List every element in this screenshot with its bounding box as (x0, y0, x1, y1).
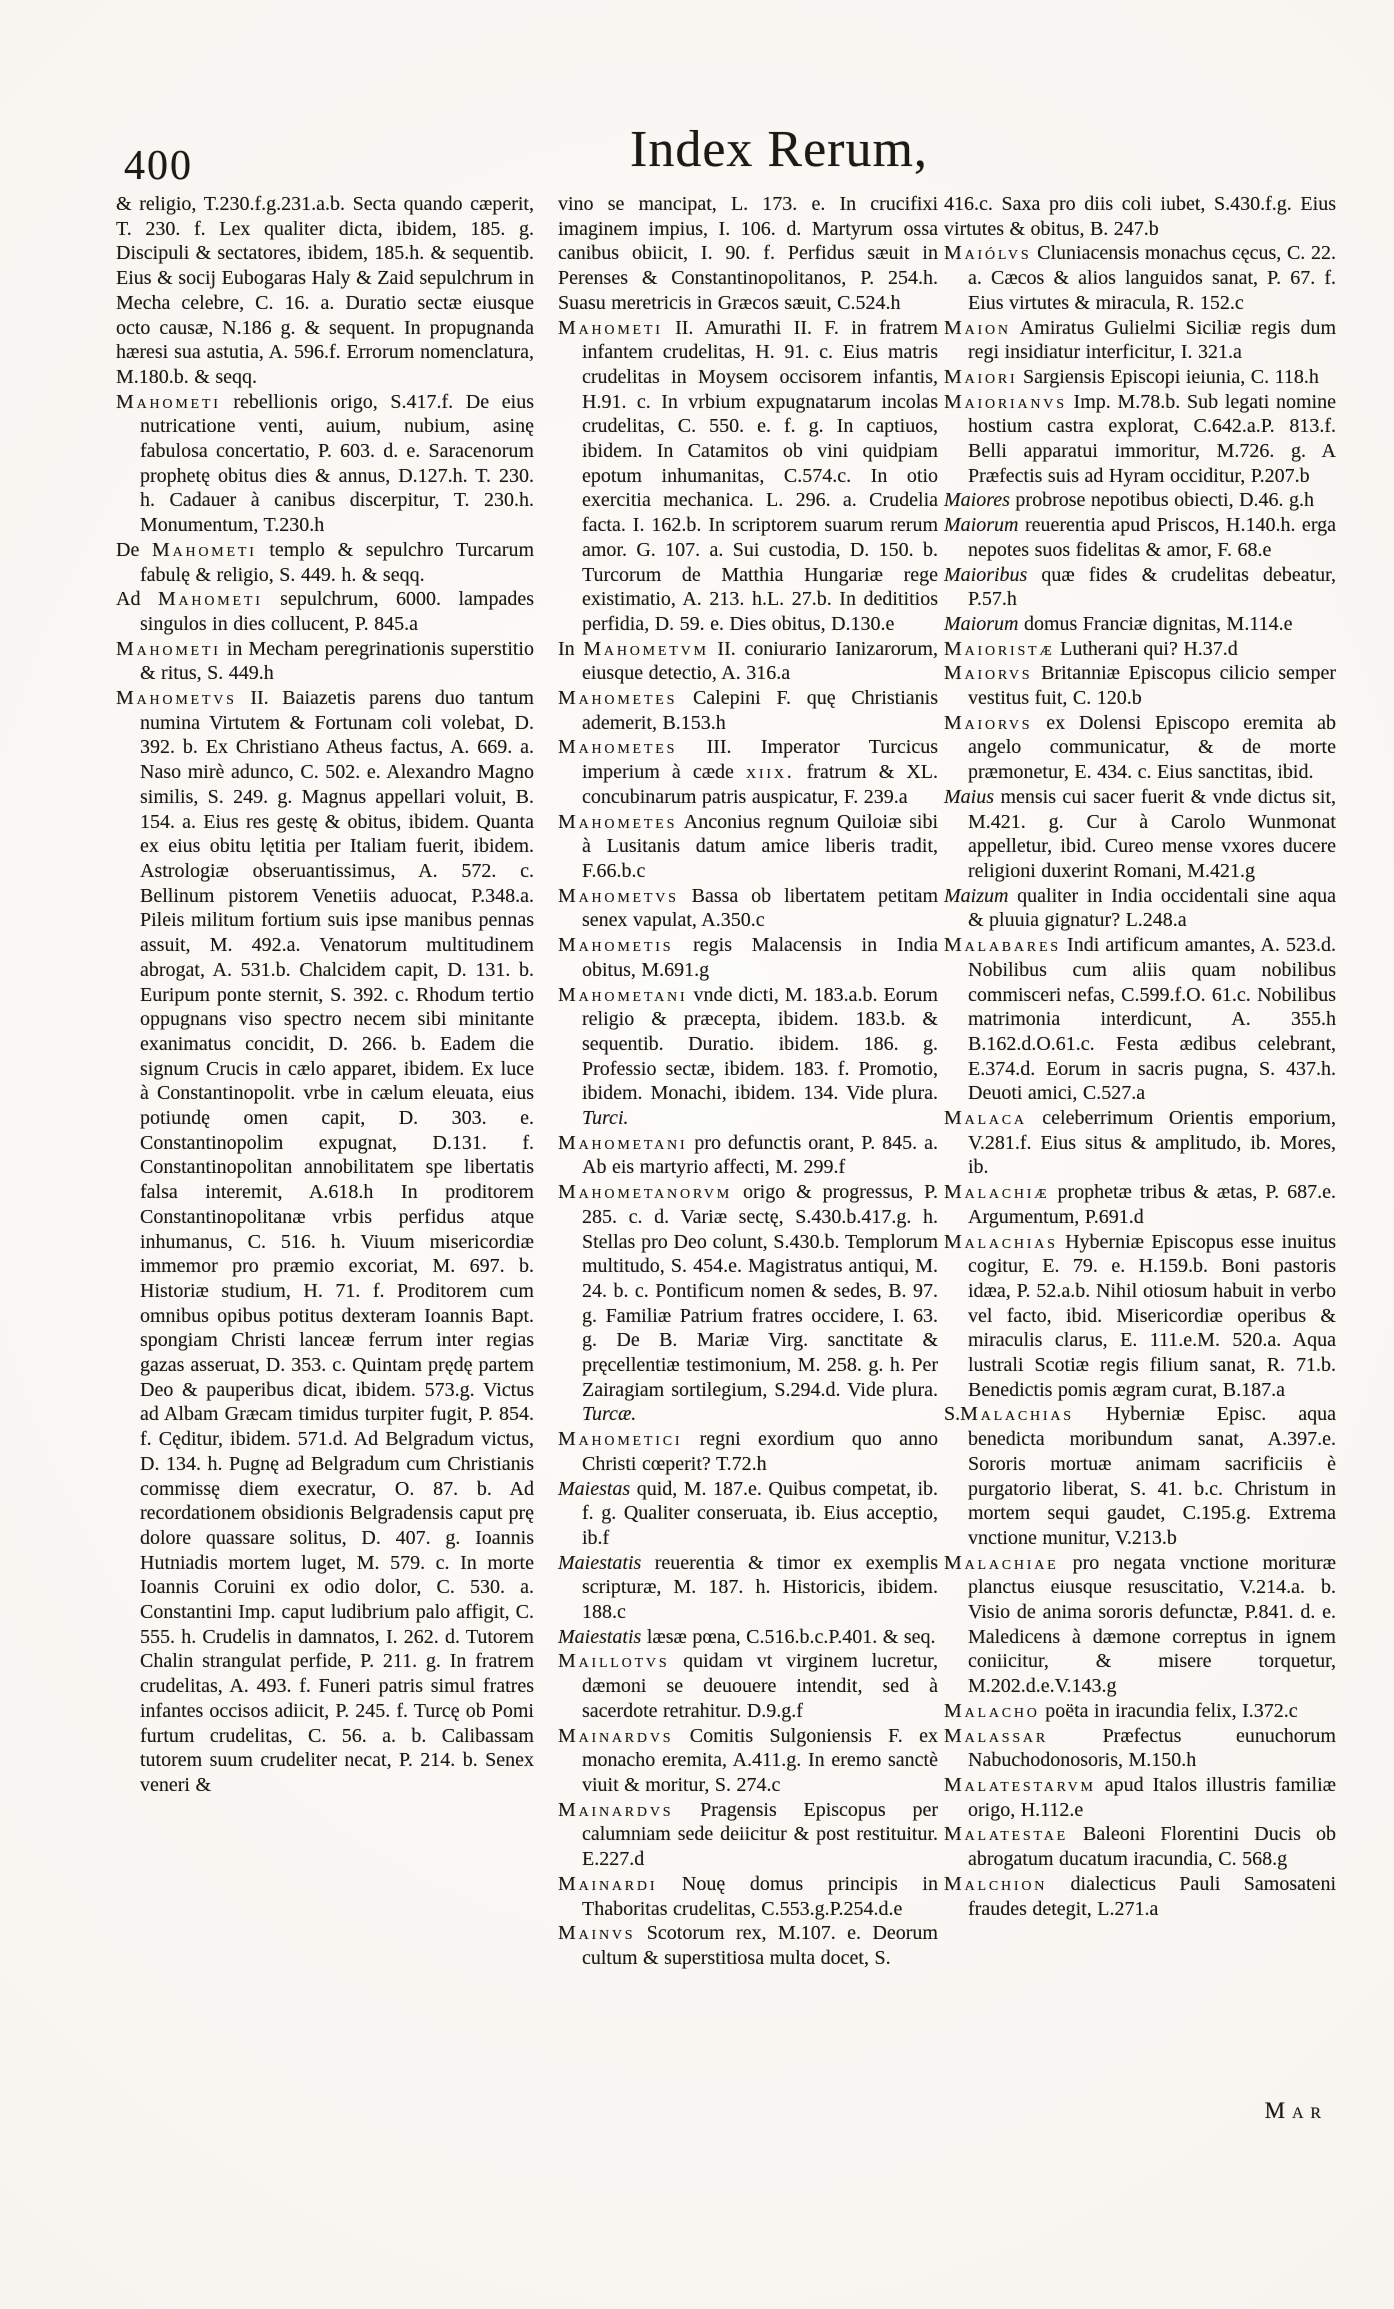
index-entry (558, 1649, 938, 1723)
entry-text: dialecticus Pauli Samosateni fraudes detegit, L.271.a (968, 1872, 1336, 1920)
index-entry (944, 192, 1336, 241)
entry-headword: Malachiæ (944, 1181, 1050, 1204)
index-entry (116, 686, 534, 1798)
index-column-right (944, 192, 1336, 1921)
entry-headword: Malacho (944, 1699, 1040, 1722)
entry-text: Baleoni Florentini Ducis ob abrogatum ducatum iracundia, C. 568.g (968, 1823, 1336, 1871)
index-entry (558, 1798, 938, 1872)
entry-text: pro defunctis orant, P. 845. a. Ab eis martyrio affecti, M. 299.f (582, 1131, 938, 1179)
index-entry (558, 686, 938, 735)
entry-headword: Mahometani (558, 1131, 688, 1154)
entry-text: II. Baiazetis parens duo tantum numina Virtutem & Fortunam coli volebat, D. 392. b. Ex Christiano Atheus factus, A. 669. a. Naso mirè adunco, C. 502. e. Alexandro Magno similis, S. 249. g. Magnus appellari voluit, B. 154. a. Eius res gestę & obitus, ibidem. Quanta ex eius obitu lętitia per Italiam fuerit, ibidem. Astrologiæ obseruantissimus, A. 572. c. Bellinum pistorem Venetiis aduocat, P.348.a. Pileis militum fortium suis ipse manibus pennas assuit, M. 492.a. Venatorum multitudinem abrogat, A. 531.b. Chalcidem capit, D. 131. b. Euripum ponte sternit, S. 392. c. Rhodum tertio oppugnans viso spectro necem sibi minitante exanimatus concidit, D. 266. b. Eadem die signum Crucis in cælo apparet, ibidem. Ex luce à Constantinopolit. vrbe in cælum eleuata, eius potiundę omen capit, D. 303. e. Constantinopolim expugnat, D.131. f. Constantinopolitan annobilitatem spe libertatis falsa interemit, A.618.h In proditorem Constantinopolitanæ vrbis perfidus atque inhumanus, C. 516. h. Viuum misericordiæ immemor pro præmio excoriat, M. 697. b. Historiæ studium, H. 71. f. Proditorem cum omnibus opibus potitus dexteram Ioannis Bapt. spongiam Christi lanceæ ferrum inter regias gazas asseruat, D. 353. c. Quintam prędę partem Deo & pauperibus dicat, ibidem. 573.g. Victus ad Albam Græcam timidus turpiter fugit, P. 854. f. Cęditur, ibidem. 571.d. Ad Belgradum victus, D. 134. h. Pugnę ad Belgradum cum Christianis commissę diem execratur, O. 87. b. Ad recordationem obsidionis Belgradensis caput prę dolore quassare solitus, D. 407. g. Ioannis Hutniadis mortem luget, M. 579. c. In morte Ioannis Coruini ex odio dolor, C. 530. a. Constantini Imp. caput ludibrium palo affigit, C. 555. h. Crudelis in damnatos, I. 262. d. Tutorem Chalin strangulat perfide, P. 211. g. In fratrem crudelitas, A. 493. f. Funeri patris simul fratres infantes occisos adiicit, P. 245. f. Turcę ob Pomi furtum crudelitas, C. 56. a. b. Calibassam tutorem suum crudeliter necat, P. 214. b. Senex veneri & (140, 687, 534, 1796)
index-entry (944, 1551, 1336, 1699)
entry-text: Sargiensis Episcopi ieiunia, C. 118.h (1017, 365, 1319, 388)
entry-text: De (116, 538, 152, 561)
entry-headword: Maion (944, 316, 1011, 339)
index-entry (944, 488, 1336, 513)
entry-headword: Mahometici (558, 1428, 683, 1451)
page-number: 400 (124, 143, 193, 189)
entry-text: Ad (116, 588, 158, 611)
entry-italic-lead: Maius (944, 785, 994, 808)
entry-text: Imp. M.78.b. Sub legati nomine hostium castra explorat, C.642.a.P. 813.f. Belli apparatui immoritur, M.726. g. A Præfectis suis ad Hyram occiditur, P.207.b (968, 390, 1336, 487)
entry-headword: xiix. (746, 761, 795, 784)
entry-text: læsæ pœna, C.516.b.c.P.401. & seq. (641, 1625, 936, 1648)
entry-text: domus Franciæ dignitas, M.114.e (1018, 612, 1293, 635)
entry-text: quæ fides & crudelitas debeatur, P.57.h (968, 563, 1336, 611)
entry-headword: Malabares (944, 934, 1061, 957)
index-entry (558, 1872, 938, 1921)
entry-text: Pragensis Episcopus per calumniam sede deiicitur & post restituitur. E.227.d (582, 1798, 938, 1871)
entry-headword: Malatestae (944, 1823, 1068, 1846)
entry-text: Amiratus Gulielmi Siciliæ regis dum regi insidiatur interficitur, I. 321.a (968, 316, 1336, 364)
entry-italic-lead: Turci. (582, 1107, 629, 1130)
entry-text: Cluniacensis monachus cęcus, C. 22. a. Cæcos & alios languidos sanat, P. 67. f. Eius virtutes & miracula, R. 152.c (968, 242, 1336, 314)
entry-text: Nouę domus principis in Thaboritas crudelitas, C.553.g.P.254.d.e (582, 1872, 938, 1920)
entry-text: II. Amurathi II. F. in fratrem infantem crudelitas, H. 91. c. Eius matris crudelitas in Moysem occisorem infantis, H.91. c. In vrbium expugnatarum incolas crudelitas, C. 550. e. f. g. In captiuos, ibidem. In Catamitos ob vini quidpiam epotum inhumanitas, C.574.c. In otio exercitia mechanica. L. 296. a. Crudelia facta. I. 162.b. In scriptorem suarum rerum amor. G. 107. a. Sui custodia, D. 150. b. Turcorum de Matthia Hungariæ rege existimatio, A. 213. h.L. 27.b. In dedititios perfidia, D. 59. e. Dies obitus, D.130.e (582, 316, 938, 635)
entry-headword: Mahometani (558, 983, 688, 1006)
entry-headword: Mainardi (558, 1872, 658, 1895)
entry-headword: Mahometvs (116, 687, 237, 710)
index-entry (944, 1773, 1336, 1822)
index-entry (558, 884, 938, 933)
entry-headword: Maillotvs (558, 1650, 670, 1673)
entry-italic-lead: Maiorum (944, 514, 1019, 537)
entry-headword: Malassar (944, 1724, 1048, 1747)
index-entry (944, 1180, 1336, 1229)
entry-text: in Mecham peregrinationis superstitio & ritus, S. 449.h (140, 637, 534, 685)
index-entry (558, 1131, 938, 1180)
index-entry (558, 192, 938, 316)
index-entry (944, 933, 1336, 1106)
entry-text: S. (944, 1403, 961, 1426)
entry-text: regis Malacensis in India obitus, M.691.g (582, 934, 938, 981)
entry-headword: Malachias (960, 1403, 1074, 1426)
index-entry (944, 513, 1336, 562)
entry-text: Hyberniæ Episcopus esse inuitus cogitur, E. 79. e. H.159.b. Boni pastoris idæa, P. 52.a.b. Nihil otiosum habuit in verbo vel facto, ibid. Misericordiæ operibus & miraculis clarus, E. 111.e.M. 520.a. Aqua lustrali Scotiæ regis filium sanat, R. 71.b. Benedictis pomis ægram curat, B.187.a (968, 1230, 1336, 1401)
entry-italic-lead: Maiorum (944, 612, 1019, 635)
entry-text: celeberrimum Orientis emporium, V.281.f. Eius situs & amplitudo, ib. Mores, ib. (968, 1107, 1336, 1179)
index-entry (116, 637, 534, 686)
index-entry (558, 1180, 938, 1427)
page-title: Index Rerum, (630, 121, 928, 178)
entry-text: reuerentia & timor ex exemplis scripturæ, M. 187. h. Historicis, ibidem. 188.c (582, 1551, 938, 1624)
entry-text: regni exordium quo anno Christi cœperit? T.72.h (582, 1428, 938, 1475)
entry-headword: Mahometanorvm (558, 1181, 733, 1204)
index-entry (944, 365, 1336, 390)
index-entry (944, 316, 1336, 365)
index-entry (558, 983, 938, 1131)
entry-headword: Maiorianvs (944, 390, 1067, 413)
index-entry (558, 735, 938, 809)
index-entry (558, 316, 938, 637)
entry-text: prophetæ tribus & ætas, P. 687.e. Argumentum, P.691.d (968, 1181, 1336, 1228)
entry-text: vino se mancipat, L. 173. e. In crucifixi imaginem impius, I. 106. d. Martyrum ossa canibus obiicit, I. 90. f. Perfidus sæuit in Perenses & Constantinopolitanos, P. 254.h. Suasu meretricis in Græcos sæuit, C.524.h (558, 193, 938, 314)
index-entry (558, 637, 938, 686)
entry-text: ex Dolensi Episcopo eremita ab angelo communicatur, & de morte præmonetur, E. 434. c. Eius sanctitas, ibid. (968, 711, 1336, 784)
index-entry (944, 711, 1336, 785)
entry-text: sepulchrum, 6000. lampades singulos in dies collucent, P. 845.a (140, 588, 534, 635)
entry-text: fratrum & XL. concubinarum patris auspicatur, F. 239.a (582, 761, 939, 808)
entry-headword: Mahometi (157, 588, 263, 611)
entry-headword: Mainvs (558, 1922, 636, 1945)
entry-italic-lead: Maiestatis (558, 1551, 642, 1574)
entry-text: reuerentia apud Priscos, H.140.h. erga nepotes suos fidelitas & amor, F. 68.e (968, 514, 1336, 561)
index-entry (944, 1822, 1336, 1871)
entry-headword: Mahometis (558, 934, 674, 957)
entry-headword: Maioristæ (944, 637, 1055, 660)
entry-text: apud Italos illustris familiæ origo, H.112.e (968, 1774, 1336, 1821)
entry-text: Hyberniæ Episc. aqua benedicta moribundum sanat, A.397.e. Sororis mortuæ animam sacrificiis è purgatorio liberat, S. 41. b.c. Christum in mortem sequi gaudet, C.195.g. Extrema vnctione munitur, V.213.b (968, 1403, 1336, 1549)
entry-headword: Malatestarvm (944, 1774, 1096, 1796)
index-entry (558, 1724, 938, 1798)
entry-headword: Mahometvm (583, 637, 709, 660)
entry-headword: Maiorvs (944, 711, 1033, 734)
entry-text: Indi artificum amantes, A. 523.d. Nobilibus cum aliis quam nobilibus commisceri nefas, C.599.f.O. 61.c. Nobilibus matrimonia interdicunt, A. 355.h B.162.d.O.61.c. Festa ædibus celebrant, E.374.d. Eorum in sacris pugna, S. 437.h. Deuoti amici, C.527.a (968, 934, 1336, 1105)
entry-headword: Malachias (944, 1230, 1058, 1253)
catchword: Mar (1264, 2098, 1328, 2123)
entry-headword: Mahometi (151, 538, 257, 561)
index-entry (116, 192, 534, 390)
index-entry (558, 1921, 938, 1970)
index-entry (558, 1551, 938, 1625)
index-entry (116, 538, 534, 587)
index-entry (944, 661, 1336, 710)
index-entry (944, 390, 1336, 489)
entry-headword: Mahometes (558, 736, 678, 759)
entry-text: III. Imperator Turcicus imperium à cæde (582, 736, 938, 784)
index-entry (944, 1402, 1336, 1550)
entry-text: II. coniurario Ianizarorum, eiusque detectio, A. 316.a (582, 637, 938, 685)
entry-headword: Maiólvs (944, 242, 1032, 265)
entry-text: qualiter in India occidentali sine aqua & pluuia gignatur? L.248.a (968, 884, 1336, 932)
entry-headword: Malaca (944, 1107, 1027, 1130)
entry-headword: Mahometi (116, 637, 221, 660)
entry-text: Calepini F. quę Christianis ademerit, B.153.h (582, 687, 938, 734)
entry-italic-lead: Maizum (944, 884, 1009, 907)
index-entry (944, 563, 1336, 612)
index-entry (944, 1106, 1336, 1180)
entry-text: templo & sepulchro Turcarum fabulę & religio, S. 449. h. & seqq. (140, 538, 534, 586)
index-entry (944, 884, 1336, 933)
index-entry (944, 1699, 1336, 1724)
entry-headword: Malachiae (944, 1551, 1059, 1574)
entry-headword: Maiori (944, 365, 1018, 388)
entry-italic-lead: Maiestatis (558, 1625, 642, 1648)
entry-text: Britanniæ Episcopus cilicio semper vestitus fuit, C. 120.b (968, 662, 1336, 710)
index-entry (944, 1724, 1336, 1773)
entry-headword: Mahometes (558, 687, 678, 710)
index-entry (116, 390, 534, 538)
index-entry (558, 1625, 938, 1650)
entry-italic-lead: Turcæ. (582, 1403, 637, 1426)
entry-text: 416.c. Saxa pro diis coli iubet, S.430.f.g. Eius virtutes & obitus, B. 247.b (944, 193, 1336, 240)
index-entry (944, 637, 1336, 662)
entry-text: & religio, T.230.f.g.231.a.b. Secta quando cæperit, T. 230. f. Lex qualiter dicta, ibidem, 185. g. Discipuli & sectatores, ibidem, 185.h. & sequentib. Eius & socij Eubogaras Haly & Zaid sepulchrum in Mecha celebre, C. 16. a. Duratio sectæ eiusque octo causæ, N.186 g. & sequent. In propugnanda hæresi sua astutia, A. 596.f. Errorum nomenclatura, M.180.b. & seqq. (116, 193, 534, 388)
entry-italic-lead: Maioribus (944, 563, 1028, 586)
entry-text: poëta in iracundia felix, I.372.c (1039, 1699, 1298, 1722)
entry-headword: Mahometi (116, 390, 221, 413)
entry-italic-lead: Maiores (944, 489, 1010, 512)
index-entry (558, 1477, 938, 1551)
index-entry (558, 810, 938, 884)
entry-text: Scotorum rex, M.107. e. Deorum cultum & superstitiosa multa docet, S. (582, 1922, 938, 1969)
index-entry (944, 1230, 1336, 1403)
index-column-left (116, 192, 534, 1798)
entry-headword: Maiorvs (944, 662, 1033, 685)
index-entry (944, 241, 1336, 315)
entry-headword: Mainardvs (558, 1798, 674, 1821)
index-entry (944, 1872, 1336, 1921)
entry-headword: Malchion (944, 1872, 1048, 1895)
entry-text: quid, M. 187.e. Quibus competat, ib. f. g. Qualiter conseruata, ib. Eius acceptio, ib.f (582, 1477, 938, 1549)
entry-text: rebellionis origo, S.417.f. De eius nutricatione venti, auium, nubium, asinę fabulosa concertatio, P. 603. d. e. Saracenorum prophetę obitus dies & annus, D.127.h. T. 230. h. Cadauer à canibus discerpitur, T. 230.h. Monumentum, T.230.h (140, 390, 534, 537)
index-column-middle (558, 192, 938, 1971)
index-entry (558, 1427, 938, 1476)
entry-text: In (558, 637, 584, 660)
index-entry (944, 785, 1336, 884)
index-entry (558, 933, 938, 982)
entry-text: Bassa ob libertatem petitam senex vapulat, A.350.c (582, 884, 938, 932)
index-entry (944, 612, 1336, 637)
entry-text: mensis cui sacer fuerit & vnde dictus sit, M.421. g. Cur à Carolo Wunmonat appelletur, ibid. Cureo mense vxores ducere religioni duxerint Romani, M.421.g (968, 785, 1336, 882)
entry-text: Lutherani qui? H.37.d (1054, 637, 1238, 660)
entry-text: Anconius regnum Quiloiæ sibi à Lusitanis datum amice liberis tradit, F.66.b.c (582, 810, 938, 882)
entry-text: vnde dicti, M. 183.a.b. Eorum religio & præcepta, ibidem. 183.b. & sequentib. Duratio. ibidem. 186. g. Professio sectæ, ibidem. 183. f. Promotio, ibidem. Monachi, ibidem. 134. Vide plura. (582, 983, 938, 1105)
entry-text: pro negata vnctione morituræ planctus eiusque resuscitatio, V.214.a. b. Visio de anima sororis defunctæ, P.841. d. e. Maledicens à dæmone correptus in ignem coniicitur, & misere torquetur, M.202.d.e.V.143.g (968, 1551, 1336, 1698)
entry-text: origo & progressus, P. 285. c. d. Variæ sectę, S.430.b.417.g. h. Stellas pro Deo colunt, S.430.b. Templorum multitudo, S. 454.e. Magistratus antiqui, M. 24. b. c. Pontificum nomen & sedes, B. 97. g. Familiæ Patrium fratres occidere, I. 63. g. De B. Mariæ Virg. sanctitate & pręcellentiæ testimonium, M. 258. g. h. Per Zairagiam sortilegium, S.294.d. Vide plura. (582, 1181, 938, 1401)
entry-text: Præfectus eunuchorum Nabuchodonosoris, M.150.h (968, 1724, 1336, 1772)
entry-italic-lead: Maiestas (558, 1477, 631, 1500)
entry-headword: Mainardvs (558, 1724, 674, 1747)
entry-headword: Mahometi (558, 316, 663, 339)
entry-text: probrose nepotibus obiecti, D.46. g.h (1009, 489, 1315, 512)
entry-text: Comitis Sulgoniensis F. ex monacho eremita, A.411.g. In eremo sanctè viuit & moritur, S. 274.c (582, 1724, 938, 1796)
entry-headword: Mahometes (558, 810, 678, 833)
entry-text: quidam vt virginem lucretur, dæmoni se deuouere intendit, sed à sacerdote retrahitur. D.9.g.f (582, 1650, 938, 1722)
index-entry (116, 587, 534, 636)
entry-headword: Mahometvs (558, 884, 679, 907)
